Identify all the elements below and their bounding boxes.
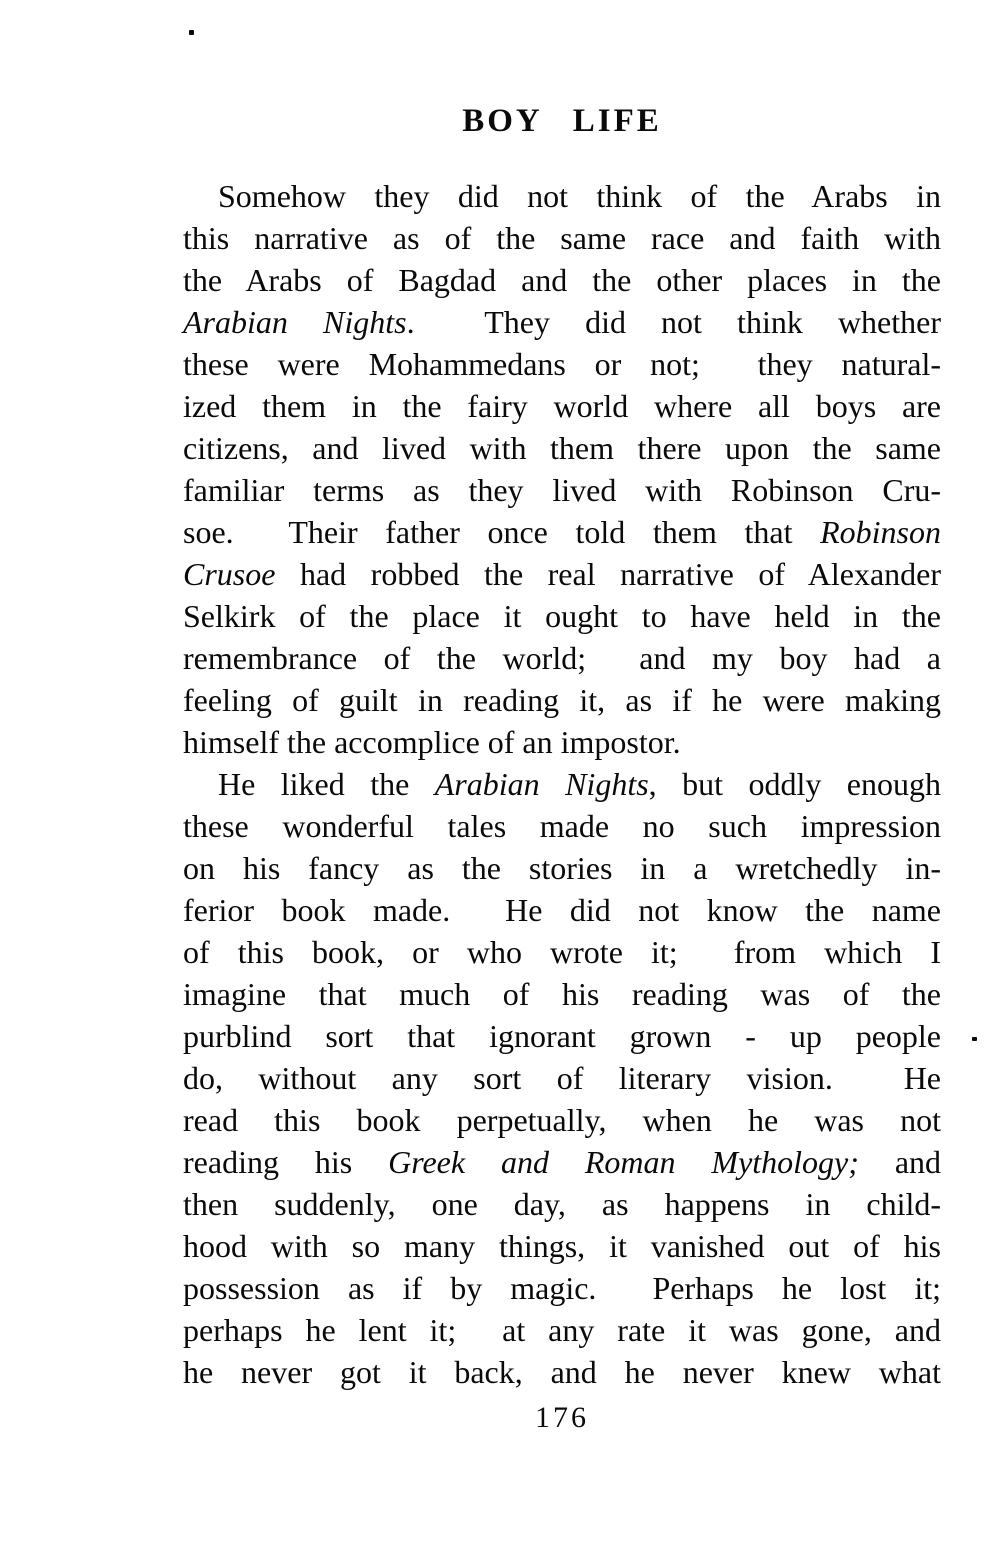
body-text: on his fancy as the stories in a wretchedly in- xyxy=(183,850,941,886)
text-line xyxy=(183,763,941,805)
body-text: remembrance of the world; and my boy had a xyxy=(183,640,941,676)
text-line xyxy=(183,847,941,889)
text-line xyxy=(183,301,941,343)
body-text: these were Mohammedans or not; they natural- xyxy=(183,346,941,382)
body-text: Selkirk of the place it ought to have held in the xyxy=(183,598,941,634)
body-text: possession as if by magic. Perhaps he lost it; xyxy=(183,1270,941,1306)
body-text: He liked the xyxy=(218,766,435,802)
body-text: ferior book made. He did not know the name xyxy=(183,892,941,928)
text-line xyxy=(183,679,941,721)
text-line xyxy=(183,1141,941,1183)
body-text: he never got it back, and he never knew what xyxy=(183,1354,941,1390)
text-line xyxy=(183,721,941,763)
body-text: read this book perpetually, when he was not xyxy=(183,1102,941,1138)
text-line xyxy=(183,1351,941,1393)
text-line xyxy=(183,1183,941,1225)
body-text: imagine that much of his reading was of the xyxy=(183,976,941,1012)
italic-text: Arabian Nights xyxy=(183,304,407,340)
body-text: , but oddly enough xyxy=(648,766,942,802)
body-text: himself the accomplice of an impostor. xyxy=(183,724,681,760)
body-text: the Arabs of Bagdad and the other places in the xyxy=(183,262,941,298)
italic-text: Arabian Nights xyxy=(434,766,649,802)
text-line xyxy=(183,595,941,637)
italic-text: Crusoe xyxy=(183,556,276,592)
text-line xyxy=(183,637,941,679)
body-text: citizens, and lived with them there upon the same xyxy=(183,430,941,466)
text-line xyxy=(183,805,941,847)
body-text: perhaps he lent it; at any rate it was gone, and xyxy=(183,1312,941,1348)
body-text: then suddenly, one day, as happens in child- xyxy=(183,1186,941,1222)
body-text: reading his xyxy=(183,1144,389,1180)
text-line xyxy=(183,385,941,427)
body-text: and xyxy=(858,1144,942,1180)
body-text: these wonderful tales made no such impression xyxy=(183,808,941,844)
body-text: hood with so many things, it vanished out of his xyxy=(183,1228,941,1264)
text-line xyxy=(183,259,941,301)
body-text: this narrative as of the same race and faith with xyxy=(183,220,941,256)
text-line xyxy=(183,343,941,385)
body-text: had robbed the real narrative of Alexander xyxy=(275,556,941,592)
text-line xyxy=(183,553,941,595)
text-block xyxy=(183,175,941,1393)
page-number: 176 xyxy=(535,1401,589,1434)
text-line xyxy=(183,1225,941,1267)
body-text: soe. Their father once told them that xyxy=(183,514,821,550)
body-text: familiar terms as they lived with Robinson Cru- xyxy=(183,472,941,508)
body-text: ized them in the fairy world where all boys are xyxy=(183,388,941,424)
text-column xyxy=(183,0,941,1435)
body-text: purblind sort that ignorant grown - up people xyxy=(183,1018,941,1054)
body-text: feeling of guilt in reading it, as if he were making xyxy=(183,682,941,718)
text-line xyxy=(183,427,941,469)
text-line xyxy=(183,1267,941,1309)
running-header: BOY LIFE xyxy=(462,103,662,139)
body-text: of this book, or who wrote it; from which I xyxy=(183,934,941,970)
text-line xyxy=(183,1099,941,1141)
text-line xyxy=(183,511,941,553)
text-line xyxy=(183,175,941,217)
body-text: do, without any sort of literary vision. He xyxy=(183,1060,941,1096)
body-text: Somehow they did not think of the Arabs in xyxy=(218,178,941,214)
body-text: . They did not think whether xyxy=(406,304,942,340)
ink-speck xyxy=(972,1037,977,1041)
text-line xyxy=(183,1057,941,1099)
text-line xyxy=(183,1309,941,1351)
italic-text: Robinson xyxy=(820,514,941,550)
text-line xyxy=(183,973,941,1015)
text-line xyxy=(183,1015,941,1057)
italic-text: Greek and Roman Mythology; xyxy=(388,1144,859,1180)
text-line xyxy=(183,889,941,931)
text-line xyxy=(183,217,941,259)
text-line xyxy=(183,931,941,973)
text-line xyxy=(183,469,941,511)
